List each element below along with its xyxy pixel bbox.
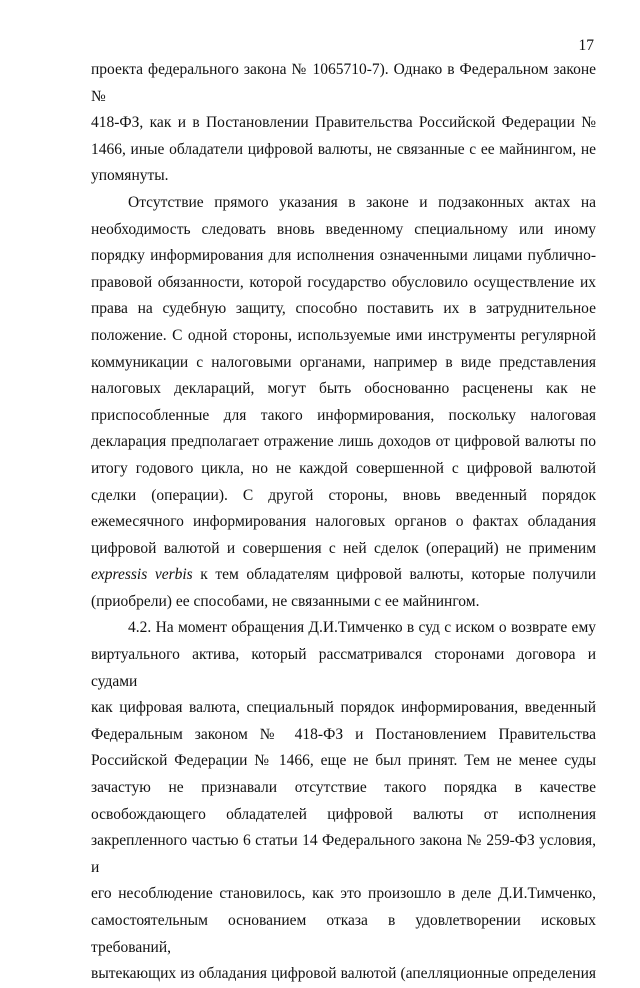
text-line: его несоблюдение становилось, как это произошло в деле Д.И.Тимченко,	[91, 885, 596, 903]
text-line: виртуального актива, который рассматривался сторонами договора и судами	[91, 646, 596, 690]
text-line: Российской Федерации № 1466, еще не был принят. Тем не менее суды	[91, 752, 596, 770]
text-fragment: к тем обладателям цифровой валюты, которые получили	[192, 566, 596, 584]
text-line: порядку информирования для исполнения означенными лицами публично-	[91, 247, 596, 265]
paragraph-1	[91, 57, 596, 190]
paragraph-3	[91, 615, 596, 987]
text-line: закрепленного частью 6 статьи 14 Федерального закона № 259-ФЗ условия, и	[91, 832, 596, 876]
text-line: декларация предполагает отражение лишь доходов от цифровой валюты по	[91, 433, 596, 451]
text-line: необходимость следовать вновь введенному специальному или иному	[91, 220, 596, 238]
text-line: вытекающих из обладания цифровой валютой (апелляционные определения	[91, 965, 596, 983]
document-body	[91, 57, 596, 988]
text-line: правовой обязанности, которой государство обусловило осуществление их	[91, 273, 596, 291]
text-line: освобождающего обладателей цифровой валюты от исполнения	[91, 805, 596, 823]
text-line-italic-mixed	[91, 562, 596, 589]
text-line: проекта федерального закона № 1065710-7). Однако в Федеральном законе №	[91, 61, 596, 105]
text-line: (приобрели) ее способами, не связанными с ее майнингом.	[91, 592, 480, 610]
text-line: зачастую не признавали отсутствие такого порядка в качестве	[91, 779, 596, 797]
text-line: 1466, иные обладатели цифровой валюты, не связанные с ее майнингом, не	[91, 140, 596, 158]
text-line: Отсутствие прямого указания в законе и подзаконных актах на	[128, 193, 596, 211]
text-line: сделки (операции). С другой стороны, вновь введенный порядок	[91, 486, 596, 504]
text-line: цифровой валютой и совершения с ней сделок (операций) не применим	[91, 539, 596, 557]
text-line: упомянуты.	[91, 167, 169, 185]
page-number: 17	[578, 37, 594, 54]
text-line: как цифровая валюта, специальный порядок информирования, введенный	[91, 699, 596, 717]
text-line: Федеральным законом № 418-ФЗ и Постановлением Правительства	[91, 725, 596, 743]
text-line: итогу годового цикла, но не каждой совершенной с цифровой валютой	[91, 459, 596, 477]
latin-phrase: expressis verbis	[91, 566, 193, 584]
paragraph-2	[91, 190, 596, 616]
text-line: самостоятельным основанием отказа в удовлетворении исковых требований,	[91, 912, 596, 956]
text-line: налоговых деклараций, могут быть обоснованно расценены как не	[91, 380, 596, 398]
text-line: 4.2. На момент обращения Д.И.Тимченко в суд с иском о возврате ему	[128, 619, 596, 637]
text-line: положение. С одной стороны, используемые ими инструменты регулярной	[91, 326, 596, 344]
text-line: коммуникации с налоговыми органами, например в виде представления	[91, 353, 596, 371]
text-line: 418-ФЗ, как и в Постановлении Правительства Российской Федерации №	[91, 114, 596, 132]
text-line: ежемесячного информирования налоговых органов о фактах обладания	[91, 513, 596, 531]
text-line: права на судебную защиту, способно поставить их в затруднительное	[91, 300, 596, 318]
text-line: приспособленные для такого информирования, поскольку налоговая	[91, 406, 596, 424]
